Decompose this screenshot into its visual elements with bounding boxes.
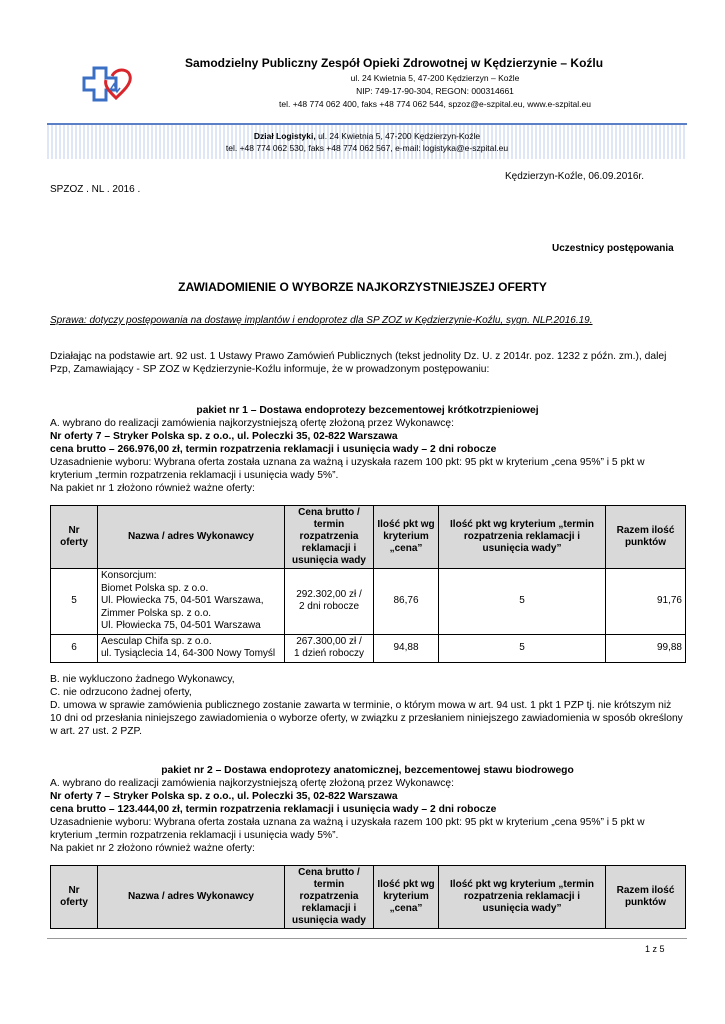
hospital-logo	[80, 62, 138, 110]
col-header-nr: Nr oferty	[51, 506, 98, 569]
department-address: ul. 24 Kwietnia 5, 47-200 Kędzierzyn-Koźle	[315, 131, 481, 141]
col-header-pts-term: Ilość pkt wg kryterium „termin rozpatrzenia reklamacji i usunięcia wady”	[439, 866, 606, 929]
col-header-total: Razem ilość punktów	[606, 866, 686, 929]
org-address: ul. 24 Kwietnia 5, 47-200 Kędzierzyn – Koźle	[350, 73, 520, 83]
cell-name-line: Aesculap Chifa sp. z o.o.	[101, 635, 212, 647]
table-row	[51, 569, 686, 635]
table-header-row	[51, 866, 686, 929]
org-name: Samodzielny Publiczny Zespół Opieki Zdrowotnej w Kędzierzynie – Koźlu	[185, 56, 604, 70]
cell-name-line: Konsorcjum:	[101, 570, 157, 581]
addressee: Uczestnicy postępowania	[552, 243, 674, 254]
package-1-section-c: C. nie odrzucono żadnej oferty,	[50, 687, 192, 698]
col-header-nr: Nr oferty	[51, 866, 98, 929]
cell-price-line: 2 dni robocze	[298, 601, 360, 613]
reference-number: SPZOZ . NL . 2016 .	[50, 184, 141, 195]
col-header-pts-price: Ilość pkt wg kryterium „cena”	[374, 506, 439, 569]
col-header-pts-price: Ilość pkt wg kryterium „cena”	[374, 866, 439, 929]
cell-name	[98, 634, 285, 662]
package-2-section-a	[50, 777, 685, 855]
cell-pts-term: 5	[439, 569, 606, 635]
cell-nr: 5	[51, 569, 98, 635]
package-1-sections-bcd	[50, 673, 685, 738]
cell-total: 99,88	[606, 634, 686, 662]
cell-pts-term: 5	[439, 634, 606, 662]
cell-price-line: 292.302,00 zł /	[296, 588, 362, 600]
department-band	[47, 123, 687, 159]
package-1-offers-table	[50, 505, 686, 663]
cell-price	[285, 569, 374, 635]
package-1-section-b: B. nie wykluczono żadnego Wykonawcy,	[50, 674, 235, 685]
cell-total: 91,76	[606, 569, 686, 635]
cell-name-line: Ul. Płowiecka 75, 04-501 Warszawa	[101, 620, 261, 631]
package-1-winning-offer: Nr oferty 7 – Stryker Polska sp. z o.o., ul. Poleczki 35, 02-822 Warszawa	[50, 431, 398, 442]
department-name: Dział Logistyki,	[253, 131, 316, 141]
col-header-price: Cena brutto / termin rozpatrzenia reklamacji i usunięcia wady	[285, 866, 374, 929]
case-subject: Sprawa: dotyczy postępowania na dostawę implantów i endoprotez dla SP ZOZ w Kędzierzynie-Koźlu, sygn. NLP.2016.19.	[50, 315, 593, 326]
page-number: 1 z 5	[645, 944, 665, 954]
department-contacts: tel. +48 774 062 530, faks +48 774 062 567, e-mail: logistyka@e-szpital.eu	[225, 143, 509, 153]
package-2-title: pakiet nr 2 – Dostawa endoprotezy anatomicznej, bezcementowej stawu biodrowego	[161, 765, 574, 776]
package-1-section-d: D. umowa w sprawie zamówienia publicznego zostanie zawarta w terminie, o którym mowa w art. 94 ust. 1 pkt 1 PZP tj. nie krótszym niż 10 dni od przesłania niniejszego zawiadomienia o wyborze oferty, w związku z przesłaniem niniejszego zawiadomienia w sposób określony w art. 27 ust. 2 PZP.	[50, 700, 683, 737]
package-2-winning-price: cena brutto – 123.444,00 zł, termin rozpatrzenia reklamacji i usunięcia wady – 2 dni robocze	[50, 804, 497, 815]
package-2-other-offers-label: Na pakiet nr 2 złożono również ważne oferty:	[50, 843, 255, 854]
package-1-title: pakiet nr 1 – Dostawa endoprotezy bezcementowej krótkotrzpieniowej	[196, 405, 539, 416]
table-header-row	[51, 506, 686, 569]
col-header-price: Cena brutto / termin rozpatrzenia reklamacji i usunięcia wady	[285, 506, 374, 569]
cell-price-line: 267.300,00 zł /	[296, 635, 362, 647]
intro-paragraph: Działając na podstawie art. 92 ust. 1 Ustawy Prawo Zamówień Publicznych (tekst jednolity Dz. U. z 2014r. poz. 1232 z późn. zm.), dalej Pzp, Zamawiający - SP ZOZ w Kędzierzynie-Koźlu informuje, że w prowadzonym postępowaniu:	[50, 351, 667, 375]
cell-name-line: Zimmer Polska sp. z o.o.	[101, 607, 212, 619]
document-title: ZAWIADOMIENIE O WYBORZE NAJKORZYSTNIEJSZEJ OFERTY	[178, 280, 547, 294]
org-contacts: tel. +48 774 062 400, faks +48 774 062 544, spzoz@e-szpital.eu, www.e-szpital.eu	[279, 99, 591, 109]
package-1-selected-text: A. wybrano do realizacji zamówienia najkorzystniejszą ofertę złożoną przez Wykonawcę:	[50, 418, 454, 429]
cell-pts-price: 94,88	[374, 634, 439, 662]
cell-name-line: Biomet Polska sp. z o.o.	[101, 582, 209, 594]
table-row	[51, 634, 686, 662]
cell-price	[285, 634, 374, 662]
package-1-other-offers-label: Na pakiet nr 1 złożono również ważne oferty:	[50, 483, 255, 494]
package-2-offers-table	[50, 865, 686, 929]
package-1-winning-price: cena brutto – 266.976,00 zł, termin rozpatrzenia reklamacji i usunięcia wady – 2 dni robocze	[50, 444, 497, 455]
cell-name-line: ul. Tysiąclecia 14, 64-300 Nowy Tomyśl	[101, 648, 276, 659]
cell-name	[98, 569, 285, 635]
date-place: Kędzierzyn-Koźle, 06.09.2016r.	[505, 171, 644, 182]
col-header-pts-term: Ilość pkt wg kryterium „termin rozpatrzenia reklamacji i usunięcia wady”	[439, 506, 606, 569]
cell-nr: 6	[51, 634, 98, 662]
cell-price-line: 1 dzień roboczy	[293, 648, 365, 659]
package-2-winning-offer: Nr oferty 7 – Stryker Polska sp. z o.o., ul. Poleczki 35, 02-822 Warszawa	[50, 791, 398, 802]
cell-pts-price: 86,76	[374, 569, 439, 635]
col-header-name: Nazwa / adres Wykonawcy	[98, 506, 285, 569]
package-1-section-a	[50, 417, 685, 495]
org-nip-regon: NIP: 749-17-90-304, REGON: 000314661	[356, 86, 514, 96]
footer-divider	[47, 938, 687, 939]
package-2-justification: Uzasadnienie wyboru: Wybrana oferta została uznana za ważną i uzyskała razem 100 pkt: 95 pkt w kryterium „cena 95%” i 5 pkt w kryterium „termin rozpatrzenia reklamacji i usunięcia wady 5%”.	[50, 817, 645, 841]
col-header-total: Razem ilość punktów	[606, 506, 686, 569]
cell-name-line: Ul. Płowiecka 75, 04-501 Warszawa,	[101, 595, 264, 606]
col-header-name: Nazwa / adres Wykonawcy	[98, 866, 285, 929]
package-1-justification: Uzasadnienie wyboru: Wybrana oferta została uznana za ważną i uzyskała razem 100 pkt: 95 pkt w kryterium „cena 95%” i 5 pkt w kryterium „termin rozpatrzenia reklamacji i usunięcia wady 5%”.	[50, 457, 645, 481]
package-2-selected-text: A. wybrano do realizacji zamówienia najkorzystniejszą ofertę złożoną przez Wykonawcę:	[50, 778, 454, 789]
